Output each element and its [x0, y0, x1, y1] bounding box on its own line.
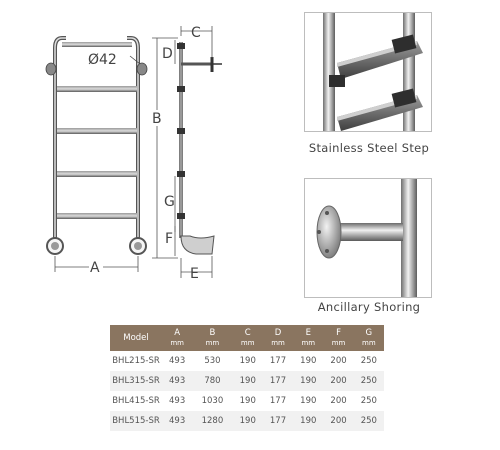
cell-g: 250: [354, 371, 384, 391]
cell-model: BHL215-SR: [112, 356, 160, 366]
col-header-f: F mm: [323, 325, 353, 351]
side-step-1: [177, 86, 185, 92]
diameter-label: Ø42: [88, 52, 117, 68]
cell-b: 530: [204, 356, 221, 366]
dim-c-label: C: [191, 25, 201, 41]
cell-b: 780: [192, 371, 232, 391]
stainless-step-caption: Stainless Steel Step: [308, 141, 430, 155]
step-1: [57, 86, 137, 92]
table-row: [110, 371, 384, 391]
cell-c: 190: [239, 396, 256, 406]
ladder-technical-drawing: [0, 0, 300, 300]
col-header-e: E mm: [293, 325, 323, 351]
right-anchor: [137, 63, 147, 75]
col-header-c: C mm: [233, 325, 263, 351]
cell-model: BHL415-SR: [112, 396, 160, 406]
dim-e-label: E: [190, 266, 199, 282]
cell-e: 190: [300, 396, 317, 406]
stainless-step-illustration: [305, 13, 431, 131]
side-step-top: [177, 43, 185, 49]
col-header-d: D mm: [263, 325, 293, 351]
step-3: [57, 171, 137, 177]
cell-f: 200: [330, 356, 347, 366]
side-step-2: [177, 128, 185, 134]
table-row: [110, 411, 384, 431]
col-header-b: B mm: [192, 325, 232, 351]
dim-a-label: A: [90, 260, 100, 276]
dim-b-label: B: [152, 111, 162, 127]
step-2: [57, 128, 137, 134]
right-foot-inner: [134, 242, 142, 250]
ancillary-shoring-caption: Ancillary Shoring: [317, 300, 421, 314]
stainless-step-photo: [304, 12, 432, 132]
cell-f: 200: [330, 396, 347, 406]
left-foot-inner: [51, 242, 59, 250]
dim-d-label: D: [162, 46, 173, 62]
cell-g: 250: [360, 356, 377, 366]
cell-a: 493: [162, 411, 192, 431]
cell-c: 190: [233, 411, 263, 431]
cell-d: 177: [269, 396, 287, 406]
cell-f: 200: [323, 371, 353, 391]
cell-e: 190: [293, 411, 323, 431]
cell-c: 190: [233, 371, 263, 391]
dim-g-label: G: [164, 194, 175, 210]
cell-a: 493: [162, 371, 192, 391]
cell-e: 190: [293, 371, 323, 391]
cell-b: 1280: [192, 411, 232, 431]
cell-model: BHL515-SR: [110, 411, 162, 431]
cell-model: BHL315-SR: [110, 371, 162, 391]
ancillary-shoring-illustration: [305, 179, 431, 297]
table-row: [110, 391, 384, 411]
ancillary-shoring-photo: [304, 178, 432, 298]
cell-d: 177: [263, 411, 293, 431]
cell-d: 177: [263, 371, 293, 391]
cell-g: 250: [354, 411, 384, 431]
cell-d: 177: [269, 356, 287, 366]
front-view: [46, 38, 147, 276]
side-step-4: [177, 213, 185, 219]
col-header-a: A mm: [162, 325, 192, 351]
cell-e: 190: [300, 356, 317, 366]
cell-a: 493: [169, 356, 186, 366]
side-step-3: [177, 171, 185, 177]
side-base-bracket: [181, 236, 214, 254]
model-spec-table: [110, 325, 384, 431]
col-header-g: G mm: [354, 325, 384, 351]
top-bar: [62, 42, 132, 47]
cell-g: 250: [360, 396, 377, 406]
table-row: [110, 351, 384, 371]
col-header-model: Model: [110, 325, 162, 351]
left-anchor: [46, 63, 56, 75]
side-view: [152, 25, 222, 282]
cell-a: 493: [169, 396, 186, 406]
cell-c: 190: [239, 356, 256, 366]
step-4: [57, 213, 137, 219]
spec-table-header: [110, 325, 384, 351]
dim-f-label: F: [165, 231, 174, 247]
cell-b: 1030: [201, 396, 224, 406]
cell-f: 200: [323, 411, 353, 431]
